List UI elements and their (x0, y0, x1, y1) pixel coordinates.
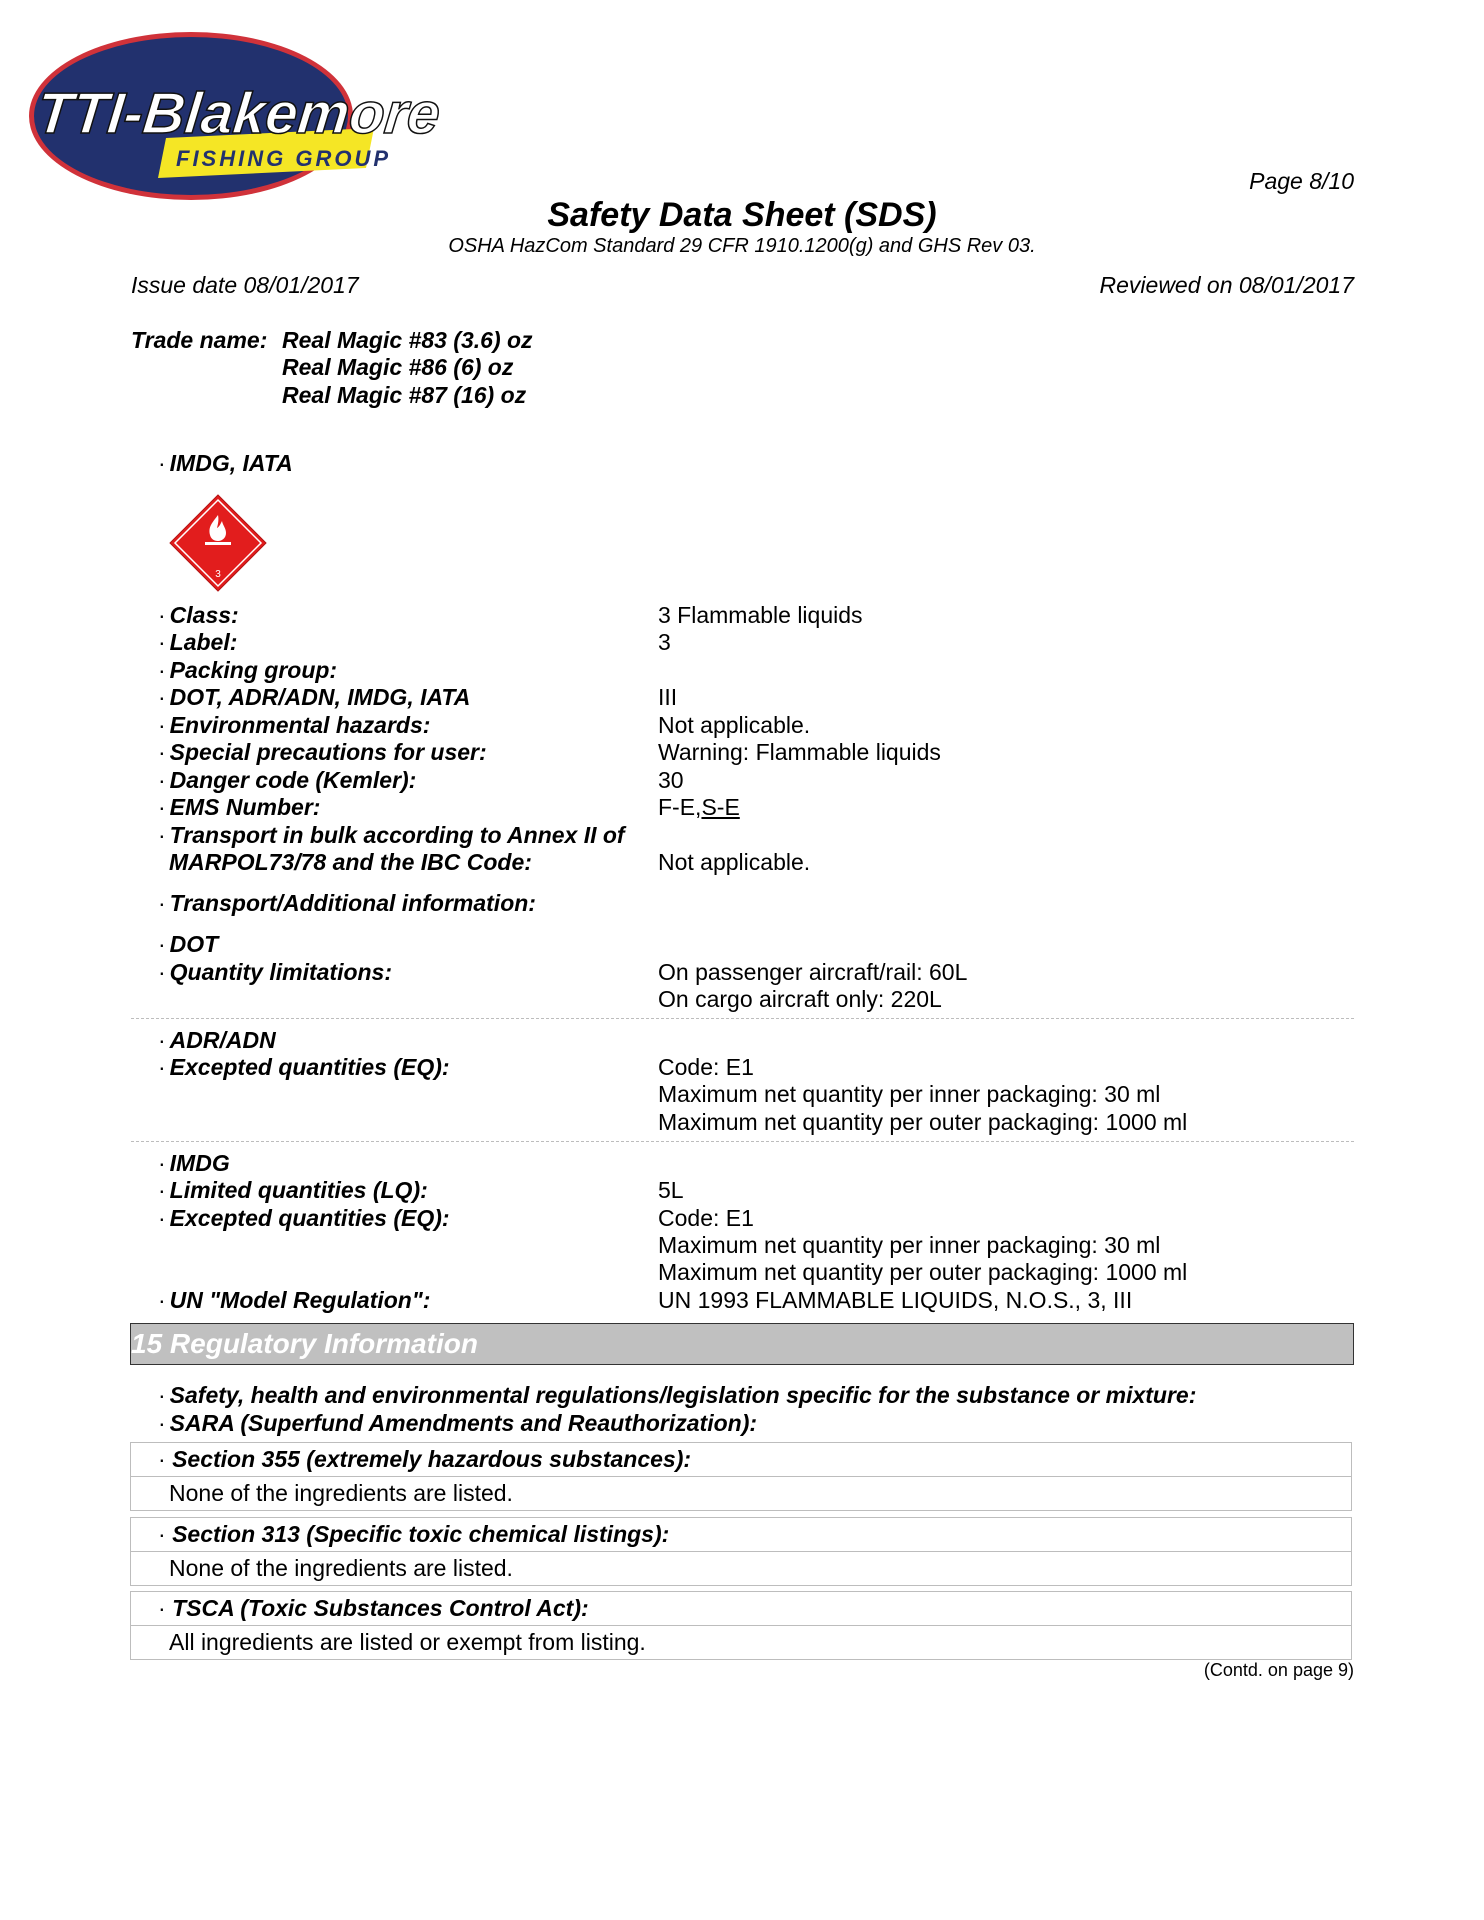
divider (131, 1141, 1354, 1142)
flammable-placard-icon (168, 493, 268, 593)
section-355-box (130, 1442, 1352, 1511)
dot-adr-value: III (658, 684, 678, 710)
page-number: Page 8/10 (1249, 168, 1354, 194)
trade-name-line: Real Magic #87 (16) oz (282, 382, 527, 408)
section-15-header: 15 Regulatory Information (130, 1323, 1354, 1365)
company-logo (26, 28, 444, 203)
imdg-eq-value: Maximum net quantity per outer packaging: 1000 ml (658, 1259, 1188, 1285)
imdg-eq-value: Maximum net quantity per inner packaging: 30 ml (658, 1232, 1161, 1258)
trade-name-line: Real Magic #83 (3.6) oz (282, 327, 533, 353)
additional-info-label: · Transport/Additional information: (158, 890, 536, 916)
sara-label: · SARA (Superfund Amendments and Reauthorization): (158, 1410, 758, 1436)
special-precautions-value: Warning: Flammable liquids (658, 739, 941, 765)
dot-heading: · DOT (158, 931, 219, 957)
ems-number-label: · EMS Number: (158, 794, 321, 820)
adr-eq-value: Maximum net quantity per inner packaging: 30 ml (658, 1081, 1161, 1107)
dot-adr-label: · DOT, ADR/ADN, IMDG, IATA (158, 684, 471, 710)
section-313-label: · Section 313 (Specific toxic chemical listings): (158, 1521, 670, 1547)
bulk-transport-label: · Transport in bulk according to Annex II of (158, 822, 625, 848)
packing-group-label: · Packing group: (158, 657, 338, 683)
tsca-label: · TSCA (Toxic Substances Control Act): (158, 1595, 589, 1621)
imdg-eq-label: · Excepted quantities (EQ): (158, 1205, 450, 1231)
document-title: Safety Data Sheet (SDS) (547, 196, 937, 234)
issue-date: Issue date 08/01/2017 (131, 272, 359, 298)
continued-note: (Contd. on page 9) (1203, 1660, 1354, 1680)
danger-code-label: · Danger code (Kemler): (158, 767, 417, 793)
placard-number: 3 (215, 569, 221, 580)
un-model-regulation-value: UN 1993 FLAMMABLE LIQUIDS, N.O.S., 3, III (658, 1287, 1133, 1313)
section-355-label: · Section 355 (extremely hazardous substances): (158, 1446, 692, 1472)
quantity-limitations-value: On passenger aircraft/rail: 60L (658, 959, 968, 985)
section-313-value: None of the ingredients are listed. (169, 1555, 513, 1581)
adr-eq-label: · Excepted quantities (EQ): (158, 1054, 450, 1080)
label-label: · Label: (158, 629, 238, 655)
ems-link[interactable]: S-E (701, 794, 740, 820)
logo-text-main: TTI-Blakemore (33, 81, 444, 146)
tsca-box (130, 1591, 1352, 1660)
safety-regulations-label: · Safety, health and environmental regulations/legislation specific for the substance or mixture: (158, 1382, 1197, 1408)
special-precautions-label: · Special precautions for user: (158, 739, 487, 765)
section-313-box (130, 1517, 1352, 1586)
danger-code-value: 30 (658, 767, 684, 793)
quantity-limitations-value: On cargo aircraft only: 220L (658, 986, 942, 1012)
logo-text-sub: FISHING GROUP (176, 146, 392, 171)
class-label: · Class: (158, 602, 239, 628)
adr-heading: · ADR/ADN (158, 1027, 276, 1053)
divider (131, 1018, 1354, 1019)
section-355-value: None of the ingredients are listed. (169, 1480, 513, 1506)
class-value: 3 Flammable liquids (658, 602, 863, 628)
imdg-iata-heading: · IMDG, IATA (158, 450, 293, 476)
limited-quantities-value: 5L (658, 1177, 684, 1203)
document-subtitle: OSHA HazCom Standard 29 CFR 1910.1200(g) and GHS Rev 03. (448, 235, 1036, 257)
limited-quantities-label: · Limited quantities (LQ): (158, 1177, 428, 1203)
environmental-hazards-value: Not applicable. (658, 712, 811, 738)
reviewed-date: Reviewed on 08/01/2017 (1099, 272, 1354, 298)
un-model-regulation-label: · UN "Model Regulation": (158, 1287, 431, 1313)
imdg-heading: · IMDG (158, 1150, 230, 1176)
ems-number-value: F-E,S-E (658, 794, 740, 820)
tsca-value: All ingredients are listed or exempt from listing. (169, 1629, 646, 1655)
adr-eq-value: Code: E1 (658, 1054, 754, 1080)
trade-name-label: Trade name: (131, 327, 268, 353)
quantity-limitations-label: · Quantity limitations: (158, 959, 393, 985)
bulk-transport-label-cont: MARPOL73/78 and the IBC Code: (169, 849, 532, 875)
trade-name-line: Real Magic #86 (6) oz (282, 354, 514, 380)
label-value: 3 (658, 629, 671, 655)
adr-eq-value: Maximum net quantity per outer packaging: 1000 ml (658, 1109, 1188, 1135)
environmental-hazards-label: · Environmental hazards: (158, 712, 431, 738)
bulk-transport-value: Not applicable. (658, 849, 811, 875)
imdg-eq-value: Code: E1 (658, 1205, 754, 1231)
